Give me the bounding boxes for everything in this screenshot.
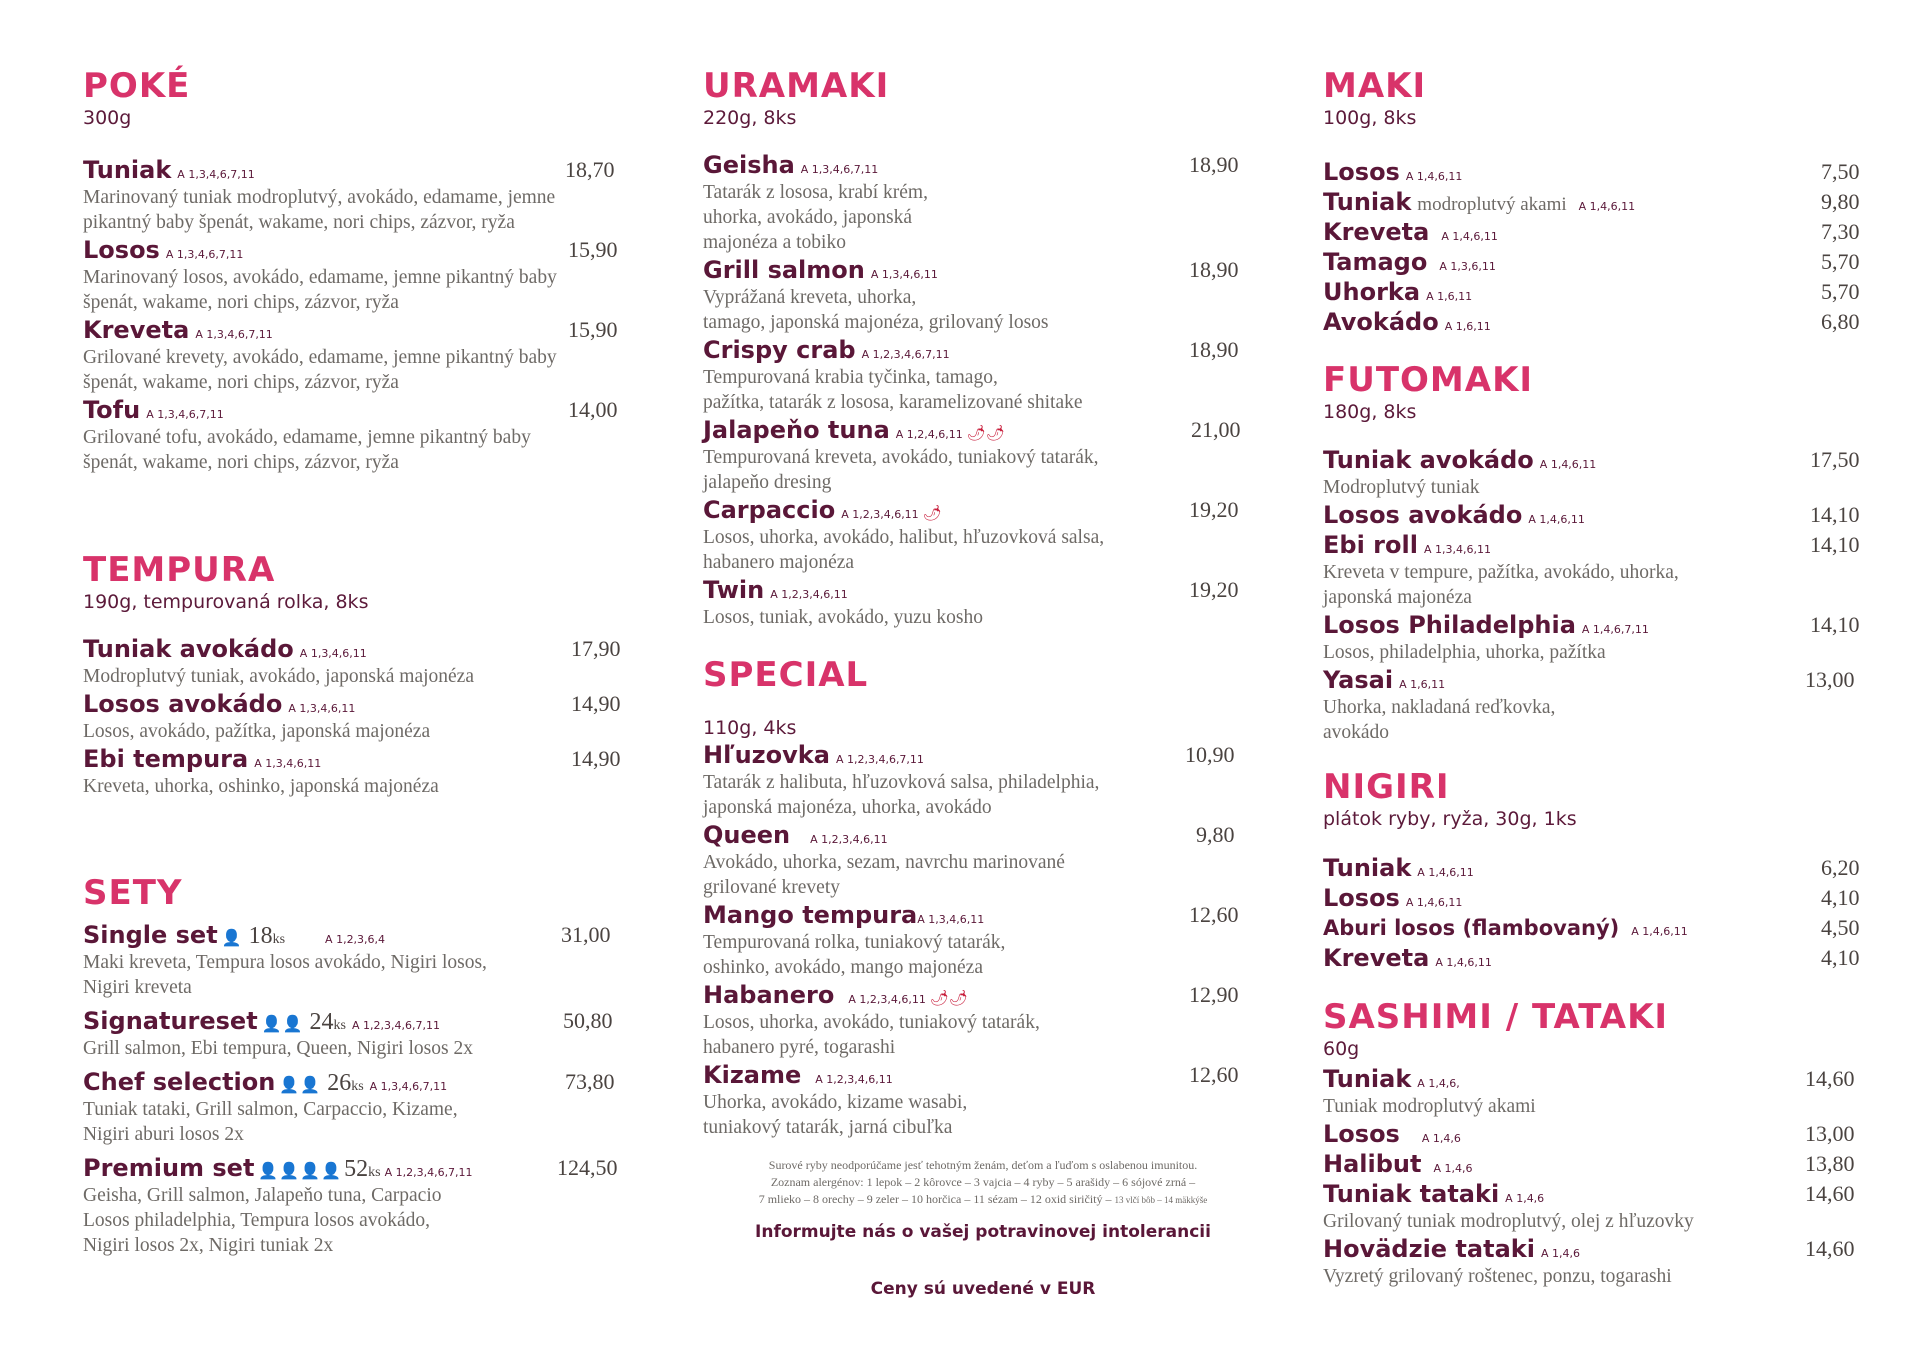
item-description: Losos, philadelphia, uhorka, pažítka bbox=[1323, 642, 1606, 663]
allergens: A 1,2,3,4,6,7,11 bbox=[351, 1019, 440, 1032]
item-price: 18,90 bbox=[1189, 152, 1239, 177]
item-name: Jalapeňo tuna bbox=[703, 416, 890, 444]
item-description: Marinovaný tuniak modroplutvý, avokádo, edamame, jemne bbox=[83, 187, 556, 208]
allergens: A 1,4,6 bbox=[1433, 1162, 1473, 1175]
item-description: habanero pyré, togarashi bbox=[703, 1037, 896, 1058]
piece-count: 52ks bbox=[344, 1156, 381, 1182]
allergens: A 1,4,6,11 bbox=[1578, 200, 1636, 213]
allergens: A 1,4,6,11 bbox=[1539, 458, 1597, 471]
item-description: Nigiri kreveta bbox=[83, 977, 192, 998]
item-description: Losos philadelphia, Tempura losos avokádo, bbox=[83, 1210, 431, 1231]
item-name: Hľuzovka bbox=[703, 741, 830, 769]
item-name: Grill salmon bbox=[703, 256, 865, 284]
menu-item: Kreveta A 1,4,6,11 7,30 bbox=[1323, 218, 1860, 246]
allergens: A 1,4,6, bbox=[1417, 1077, 1460, 1090]
note-line: Zoznam alergénov: 1 lepok – 2 kôrovce – 3 vajcia – 4 ryby – 5 arašidy – 6 sójové zrná – bbox=[770, 1175, 1196, 1189]
item-price: 14,60 bbox=[1805, 1066, 1855, 1091]
currency-text: Ceny sú uvedené v EUR bbox=[870, 1279, 1096, 1299]
uramaki-items bbox=[703, 150, 1263, 630]
item-name: Tofu bbox=[83, 396, 141, 424]
menu-item: Kreveta A 1,4,6,11 4,10 bbox=[1323, 944, 1860, 972]
allergens: A 1,4,6 bbox=[1505, 1192, 1545, 1205]
allergen-notes bbox=[703, 1157, 1263, 1209]
item-description: Uhorka, avokádo, kizame wasabi, bbox=[703, 1092, 968, 1113]
item-price: 9,80 bbox=[1196, 822, 1235, 847]
section-title: FUTOMAKI bbox=[1323, 360, 1534, 400]
menu-item bbox=[703, 575, 1263, 630]
item-name: Tuniak bbox=[1323, 1065, 1412, 1093]
allergens: A 1,4,6,11 bbox=[1441, 230, 1498, 243]
menu-item bbox=[703, 415, 1263, 495]
section-special-subtitle bbox=[703, 716, 1263, 740]
allergens: A 1,2,3,4,6,11 bbox=[770, 588, 848, 601]
section-nigiri bbox=[1323, 767, 1883, 831]
item-name: Losos avokádo bbox=[1323, 501, 1523, 529]
item-description: Losos, uhorka, avokádo, halibut, hľuzovková salsa, bbox=[703, 527, 1105, 548]
item-price: 50,80 bbox=[563, 1008, 613, 1033]
item-price: 14,90 bbox=[571, 746, 621, 771]
menu-item: Avokádo A 1,6,11 6,80 bbox=[1323, 308, 1860, 336]
item-price: 5,70 bbox=[1821, 249, 1860, 274]
item-description: Tempurovaná rolka, tuniakový tatarák, bbox=[703, 932, 1006, 953]
item-price: 14,10 bbox=[1810, 612, 1860, 637]
menu-item bbox=[703, 820, 1263, 900]
item-description: Losos, tuniak, avokádo, yuzu kosho bbox=[703, 607, 984, 628]
item-price: 19,20 bbox=[1189, 497, 1239, 522]
piece-count: 26ks bbox=[327, 1070, 364, 1096]
item-price: 73,80 bbox=[565, 1069, 615, 1094]
item-description: Vyzretý grilovaný roštenec, ponzu, togarashi bbox=[1323, 1266, 1672, 1287]
item-price: 18,70 bbox=[565, 157, 615, 182]
item-note: modroplutvý akami bbox=[1417, 194, 1567, 215]
intolerance-text: Informujte nás o vašej potravinovej intolerancii bbox=[755, 1222, 1211, 1242]
item-description: Grilované tofu, avokádo, edamame, jemne pikantný baby bbox=[83, 427, 531, 448]
item-description: grilované krevety bbox=[703, 877, 840, 898]
section-tempura bbox=[83, 550, 623, 614]
item-description: japonská majonéza, uhorka, avokádo bbox=[703, 797, 992, 818]
menu-item bbox=[1323, 500, 1883, 530]
item-name: Losos bbox=[1323, 1120, 1400, 1148]
item-description: pikantný baby špenát, wakame, nori chips, zázvor, ryža bbox=[83, 212, 515, 233]
section-title: POKÉ bbox=[83, 66, 191, 106]
item-price: 14,10 bbox=[1810, 502, 1860, 527]
chili-pepper-icon: 🌶🌶 bbox=[929, 991, 968, 1007]
allergens: A 1,3,4,6,11 bbox=[917, 913, 985, 926]
item-price: 12,90 bbox=[1189, 982, 1239, 1007]
item-price: 12,60 bbox=[1189, 1062, 1239, 1087]
item-name: Carpaccio bbox=[703, 496, 836, 524]
allergens: A 1,3,6,11 bbox=[1439, 260, 1496, 273]
section-subtitle: 220g, 8ks bbox=[703, 107, 797, 129]
item-price: 7,30 bbox=[1821, 219, 1860, 244]
item-name: Crispy crab bbox=[703, 336, 856, 364]
item-description: Uhorka, nakladaná reďkovka, bbox=[1323, 697, 1556, 718]
allergens: A 1,2,3,4,6,11 bbox=[810, 833, 888, 846]
item-price: 15,90 bbox=[568, 317, 618, 342]
item-description: Vyprážaná kreveta, uhorka, bbox=[703, 287, 917, 308]
item-price: 10,90 bbox=[1185, 742, 1235, 767]
item-name: Tuniak avokádo bbox=[83, 635, 294, 663]
item-price: 4,50 bbox=[1821, 915, 1860, 940]
menu-item bbox=[703, 740, 1263, 820]
menu-item bbox=[83, 689, 623, 744]
item-price: 14,60 bbox=[1805, 1181, 1855, 1206]
menu-item bbox=[1323, 1064, 1883, 1119]
menu-item bbox=[83, 920, 623, 1000]
menu-item bbox=[703, 335, 1263, 415]
menu-item: Tamago A 1,3,6,11 5,70 bbox=[1323, 248, 1860, 276]
item-price: 18,90 bbox=[1189, 257, 1239, 282]
item-name: Kreveta bbox=[83, 316, 190, 344]
item-name: Ebi roll bbox=[1323, 531, 1418, 559]
allergens: A 1,3,4,6,11 bbox=[288, 702, 356, 715]
menu-item bbox=[1323, 445, 1883, 500]
menu-item: Uhorka A 1,6,11 5,70 bbox=[1323, 278, 1860, 306]
menu-item bbox=[83, 155, 623, 235]
menu-item bbox=[1323, 1149, 1883, 1179]
allergens: A 1,2,3,4,6,11 bbox=[848, 993, 926, 1006]
section-title: SPECIAL bbox=[703, 655, 869, 695]
item-name: Losos avokádo bbox=[83, 690, 283, 718]
note-line: Surové ryby neodporúčame jesť tehotným ženám, deťom a ľuďom s oslabenou imunitou. bbox=[768, 1158, 1198, 1172]
item-description: tuniakový tatarák, jarná cibuľka bbox=[703, 1117, 953, 1138]
item-description: špenát, wakame, nori chips, zázvor, ryža bbox=[83, 292, 399, 313]
allergens: A 1,4,6,11 bbox=[1405, 170, 1463, 183]
allergens: A 1,4,6,11 bbox=[1631, 925, 1688, 938]
section-sety bbox=[83, 873, 623, 913]
item-description: uhorka, avokádo, japonská bbox=[703, 207, 913, 228]
item-name: Premium set bbox=[83, 1154, 255, 1182]
menu-item bbox=[83, 744, 623, 799]
item-price: 21,00 bbox=[1191, 417, 1241, 442]
section-subtitle: 100g, 8ks bbox=[1323, 107, 1417, 129]
allergens: A 1,3,4,6,7,11 bbox=[369, 1080, 448, 1093]
allergens: A 1,4,6,11 bbox=[1435, 956, 1492, 969]
menu-item bbox=[83, 1067, 623, 1147]
allergens: A 1,2,3,4,6,11 bbox=[841, 508, 919, 521]
allergens: A 1,3,4,6,11 bbox=[1423, 543, 1491, 556]
item-price: 19,20 bbox=[1189, 577, 1239, 602]
menu-item bbox=[703, 150, 1263, 255]
item-name: Mango tempura bbox=[703, 901, 918, 929]
sety-items bbox=[83, 920, 623, 1258]
maki-items bbox=[1323, 157, 1883, 337]
currency-notice bbox=[703, 1278, 1263, 1300]
item-name: Signatureset bbox=[83, 1007, 258, 1035]
allergens: A 1,4,6,11 bbox=[1417, 866, 1474, 879]
item-description: Tempurovaná krabia tyčinka, tamago, bbox=[703, 367, 998, 388]
item-description: avokádo bbox=[1323, 722, 1390, 743]
intolerance-notice bbox=[733, 1221, 1233, 1243]
allergens: A 1,2,3,4,6,7,11 bbox=[861, 348, 950, 361]
menu-item bbox=[83, 1153, 623, 1258]
tempura-items bbox=[83, 634, 623, 799]
item-description: Losos, uhorka, avokádo, tuniakový tatarák, bbox=[703, 1012, 1040, 1033]
allergens: A 1,2,3,4,6,7,11 bbox=[835, 753, 924, 766]
item-description: jalapeňo dresing bbox=[703, 472, 832, 493]
allergens: A 1,6,11 bbox=[1399, 678, 1446, 691]
item-price: 7,50 bbox=[1821, 159, 1860, 184]
special-items bbox=[703, 740, 1263, 1140]
item-price: 31,00 bbox=[561, 922, 611, 947]
menu-item bbox=[83, 1006, 623, 1061]
menu-item: Losos A 1,4,6,11 7,50 bbox=[1323, 158, 1860, 186]
section-subtitle: 180g, 8ks bbox=[1323, 401, 1417, 423]
section-subtitle: 60g bbox=[1323, 1038, 1360, 1060]
menu-item bbox=[1323, 665, 1883, 745]
item-description: Maki kreveta, Tempura losos avokádo, Nigiri losos, bbox=[83, 952, 487, 973]
item-description: Grilovaný tuniak modroplutvý, olej z hľuzovky bbox=[1323, 1211, 1694, 1232]
item-description: Kreveta v tempure, pažítka, avokádo, uhorka, bbox=[1323, 562, 1679, 583]
menu-item bbox=[1323, 1119, 1883, 1149]
item-description: Tatarák z lososa, krabí krém, bbox=[703, 182, 928, 203]
item-description: Avokádo, uhorka, sezam, navrchu marinované bbox=[703, 852, 1065, 873]
menu-item bbox=[83, 395, 623, 475]
item-description: Tuniak tataki, Grill salmon, Carpaccio, Kizame, bbox=[83, 1099, 458, 1120]
note-line: 7 mlieko – 8 orechy – 9 zeler – 10 horčica – 11 sézam – 12 oxid siričitý – 13 vlčí bôb – 14 mäkkýše bbox=[758, 1192, 1208, 1206]
menu-item bbox=[83, 235, 623, 315]
section-title: NIGIRI bbox=[1323, 767, 1450, 807]
menu-item bbox=[703, 980, 1263, 1060]
menu-item bbox=[1323, 610, 1883, 665]
section-subtitle: 190g, tempurovaná rolka, 8ks bbox=[83, 591, 369, 613]
section-uramaki bbox=[703, 66, 1263, 130]
section-title: SASHIMI / TATAKI bbox=[1323, 997, 1669, 1037]
allergens: A 1,3,4,6,7,11 bbox=[800, 163, 879, 176]
menu-item bbox=[703, 900, 1263, 980]
allergens: A 1,2,3,4,6,7,11 bbox=[384, 1166, 473, 1179]
person-icon: 👤👤 bbox=[279, 1077, 322, 1094]
item-description: majonéza a tobiko bbox=[703, 232, 846, 253]
allergens: A 1,4,6 bbox=[1540, 1247, 1580, 1260]
item-price: 6,80 bbox=[1821, 309, 1860, 334]
item-price: 14,90 bbox=[571, 691, 621, 716]
item-name: Halibut bbox=[1323, 1150, 1422, 1178]
poke-items bbox=[83, 155, 623, 475]
item-price: 14,60 bbox=[1805, 1236, 1855, 1261]
section-title: URAMAKI bbox=[703, 66, 890, 106]
item-name: Twin bbox=[703, 576, 765, 604]
item-price: 14,10 bbox=[1810, 532, 1860, 557]
item-price: 17,50 bbox=[1810, 447, 1860, 472]
item-description: pažítka, tatarák z lososa, karamelizované shitake bbox=[703, 392, 1083, 413]
menu-item bbox=[83, 634, 623, 689]
item-description: Marinovaný losos, avokádo, edamame, jemne pikantný baby bbox=[83, 267, 557, 288]
item-description: Grilované krevety, avokádo, edamame, jemne pikantný baby bbox=[83, 347, 557, 368]
item-description: Tuniak modroplutvý akami bbox=[1323, 1096, 1536, 1117]
item-description: japonská majonéza bbox=[1323, 587, 1472, 608]
menu-item bbox=[703, 255, 1263, 335]
menu-item: Tuniak A 1,4,6,11 6,20 bbox=[1323, 854, 1860, 882]
item-description: Nigiri aburi losos 2x bbox=[83, 1124, 244, 1145]
section-subtitle: 110g, 4ks bbox=[703, 717, 797, 739]
menu-item bbox=[1323, 1234, 1883, 1289]
futomaki-items bbox=[1323, 445, 1883, 745]
section-title: SETY bbox=[83, 873, 183, 913]
item-name: Queen bbox=[703, 821, 791, 849]
item-name: Chef selection bbox=[83, 1068, 276, 1096]
item-price: 17,90 bbox=[571, 636, 621, 661]
item-name: Tuniak tataki bbox=[1323, 1180, 1500, 1208]
menu-item bbox=[1323, 530, 1883, 610]
item-description: oshinko, avokádo, mango majonéza bbox=[703, 957, 983, 978]
chili-pepper-icon: 🌶 bbox=[922, 506, 942, 522]
item-description: Modroplutvý tuniak bbox=[1323, 477, 1480, 498]
item-description: špenát, wakame, nori chips, zázvor, ryža bbox=[83, 372, 399, 393]
menu-item: Losos A 1,4,6,11 4,10 bbox=[1323, 884, 1860, 912]
item-name: Hovädzie tataki bbox=[1323, 1235, 1535, 1263]
menu-item bbox=[703, 495, 1263, 575]
item-price: 13,00 bbox=[1805, 1121, 1855, 1146]
menu-item: Aburi losos (flambovaný) A 1,4,6,11 4,50 bbox=[1323, 913, 1883, 943]
allergens: A 1,3,4,6,11 bbox=[870, 268, 938, 281]
person-icon: 👤👤👤👤 bbox=[258, 1163, 343, 1180]
sashimi-items bbox=[1323, 1064, 1883, 1289]
allergens: A 1,3,4,6,7,11 bbox=[165, 248, 244, 261]
section-sashimi-tataki bbox=[1323, 997, 1883, 1061]
item-price: 15,90 bbox=[568, 237, 618, 262]
menu-item: Tuniak modroplutvý akami A 1,4,6,11 9,80 bbox=[1323, 188, 1860, 216]
item-description: Losos, avokádo, pažítka, japonská majonéza bbox=[83, 721, 431, 742]
allergens: A 1,6,11 bbox=[1444, 320, 1491, 333]
item-description: tamago, japonská majonéza, grilovaný losos bbox=[703, 312, 1049, 333]
piece-count: 24ks bbox=[309, 1009, 346, 1035]
item-price: 18,90 bbox=[1189, 337, 1239, 362]
allergens: A 1,3,4,6,7,11 bbox=[146, 408, 224, 421]
item-description: Tempurovaná kreveta, avokádo, tuniakový tatarák, bbox=[703, 447, 1099, 468]
person-icon: 👤👤 bbox=[261, 1016, 304, 1033]
item-price: 4,10 bbox=[1821, 945, 1860, 970]
item-description: Tatarák z halibuta, hľuzovková salsa, philadelphia, bbox=[703, 772, 1100, 793]
allergens: A 1,2,4,6,11 bbox=[895, 428, 963, 441]
allergens: A 1,3,4,6,7,11 bbox=[195, 328, 273, 341]
nigiri-items bbox=[1323, 853, 1883, 973]
item-price: 124,50 bbox=[557, 1155, 618, 1180]
item-name: Habanero bbox=[703, 981, 835, 1009]
item-name: Losos bbox=[83, 236, 160, 264]
item-description: habanero majonéza bbox=[703, 552, 855, 573]
item-name: Tuniak avokádo bbox=[1323, 446, 1534, 474]
item-price: 4,10 bbox=[1821, 885, 1860, 910]
item-name: Yasai bbox=[1323, 666, 1394, 694]
allergens: A 1,6,11 bbox=[1426, 290, 1473, 303]
item-description: Geisha, Grill salmon, Jalapeňo tuna, Carpacio bbox=[83, 1185, 442, 1206]
allergens: A 1,2,3,4,6,11 bbox=[815, 1073, 893, 1086]
section-futomaki bbox=[1323, 360, 1883, 424]
item-price: 5,70 bbox=[1821, 279, 1860, 304]
item-price: 9,80 bbox=[1821, 189, 1860, 214]
item-name: Ebi tempura bbox=[83, 745, 249, 773]
section-subtitle: 300g bbox=[83, 107, 132, 129]
item-name: Single set bbox=[83, 921, 218, 949]
item-price: 6,20 bbox=[1821, 855, 1860, 880]
item-price: 13,00 bbox=[1805, 667, 1855, 692]
piece-count: 18ks bbox=[248, 923, 286, 949]
allergens: A 1,3,4,6,11 bbox=[254, 757, 322, 770]
person-icon: 👤 bbox=[221, 930, 243, 947]
menu-item bbox=[703, 1060, 1263, 1140]
menu-item bbox=[1323, 1179, 1883, 1234]
section-poke bbox=[83, 66, 623, 130]
section-maki bbox=[1323, 66, 1883, 130]
allergens: A 1,4,6 bbox=[1421, 1132, 1461, 1145]
item-description: špenát, wakame, nori chips, zázvor, ryža bbox=[83, 452, 399, 473]
allergens: A 1,3,4,6,7,11 bbox=[177, 168, 255, 181]
section-title: TEMPURA bbox=[83, 550, 276, 590]
chili-pepper-icon: 🌶🌶 bbox=[966, 426, 1005, 442]
allergens: A 1,2,3,6,4 bbox=[325, 933, 386, 946]
allergens: A 1,4,6,11 bbox=[1528, 513, 1585, 526]
item-description: Grill salmon, Ebi tempura, Queen, Nigiri losos 2x bbox=[83, 1038, 473, 1059]
item-name: Kizame bbox=[703, 1061, 802, 1089]
allergens: A 1,3,4,6,11 bbox=[299, 647, 367, 660]
section-special bbox=[703, 655, 1263, 695]
item-description: Modroplutvý tuniak, avokádo, japonská majonéza bbox=[83, 666, 474, 687]
section-title: MAKI bbox=[1323, 66, 1427, 106]
allergens: A 1,4,6,11 bbox=[1405, 896, 1463, 909]
item-price: 14,00 bbox=[568, 397, 618, 422]
item-name: Tuniak bbox=[83, 156, 172, 184]
item-description: Kreveta, uhorka, oshinko, japonská majonéza bbox=[83, 776, 439, 797]
allergens: A 1,4,6,7,11 bbox=[1581, 623, 1649, 636]
item-name: Losos Philadelphia bbox=[1323, 611, 1576, 639]
item-price: 12,60 bbox=[1189, 902, 1239, 927]
item-description: Nigiri losos 2x, Nigiri tuniak 2x bbox=[83, 1235, 334, 1256]
menu-item bbox=[83, 315, 623, 395]
item-price: 13,80 bbox=[1805, 1151, 1855, 1176]
section-subtitle: plátok ryby, ryža, 30g, 1ks bbox=[1323, 808, 1577, 830]
item-name: Geisha bbox=[703, 151, 795, 179]
